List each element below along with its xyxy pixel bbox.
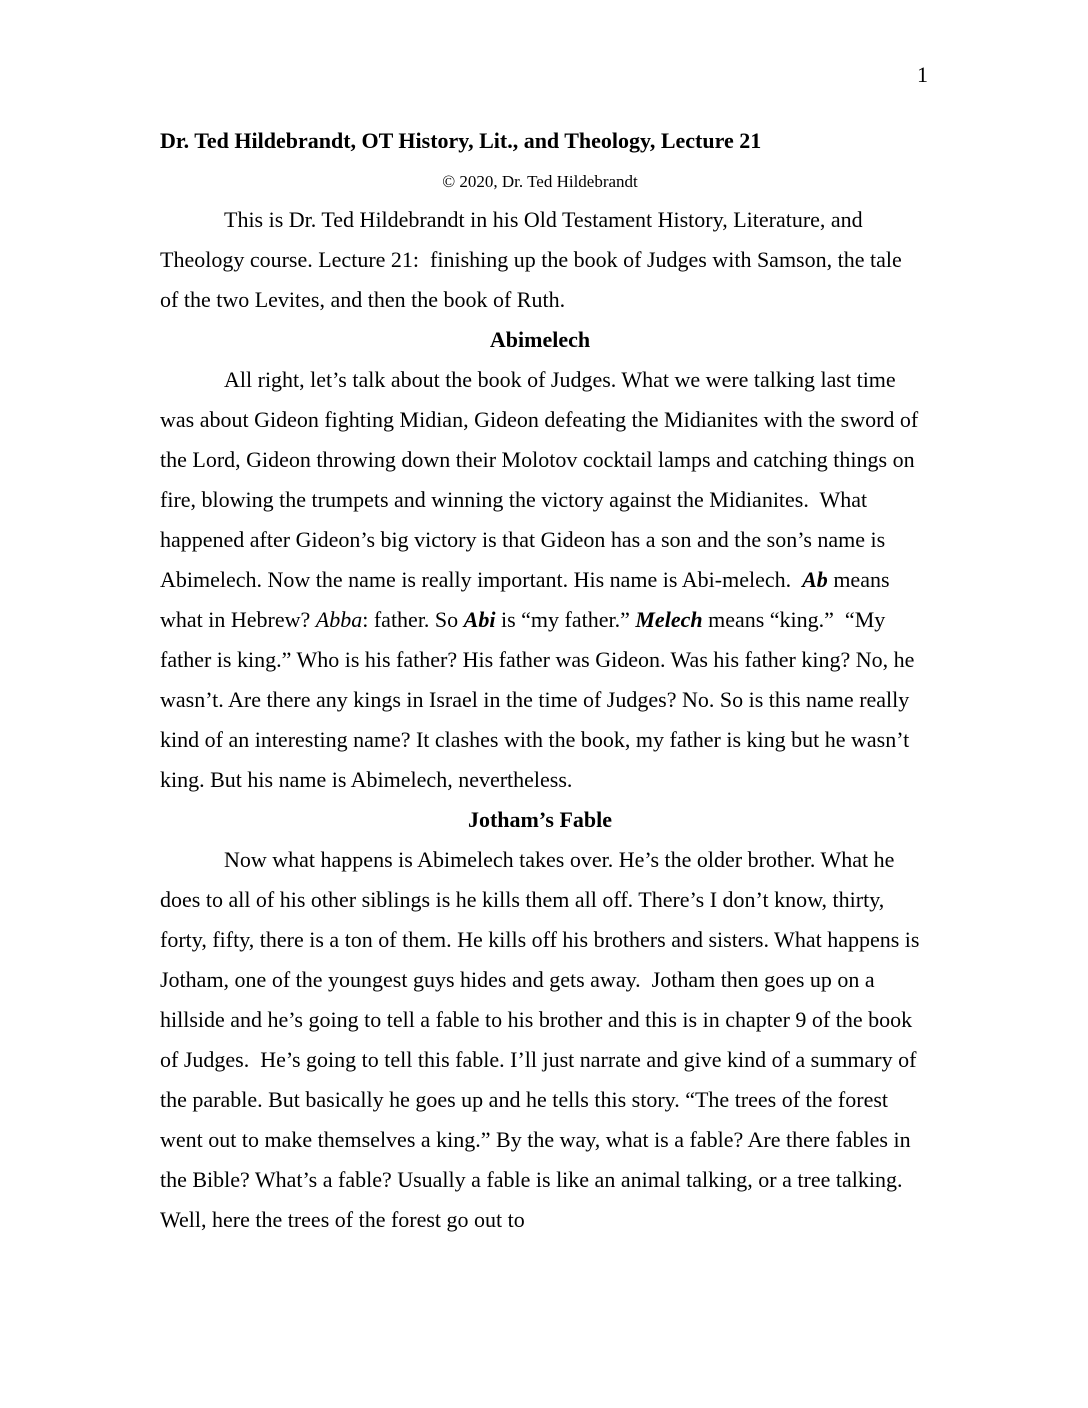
paragraph [160,360,924,800]
page-number: 1 [917,62,928,87]
text-segment: Abi [463,607,496,632]
section-heading: Abimelech [489,327,591,352]
text-segment: Abba [315,607,363,632]
document-body [160,200,925,1240]
copyright-line: © 2020, Dr. Ted Hildebrandt [442,172,638,191]
text-segment: This is Dr. Ted Hildebrandt in his Old Testament History, Literature, and Theology course. Lecture 21: finishing up the book of Judges with Samson, the tale of the two Levites, and then the book of Ruth. [160,207,908,312]
text-segment: is “my father.” [495,607,636,632]
text-segment: Ab [802,567,828,592]
text-segment: All right, let’s talk about the book of Judges. What we were talking last time was about Gideon fighting Midian, Gideon defeating the Midianites with the sword of the Lord, Gideon throwing down their Molotov cocktail lamps and catching things on fire, blowing the trumpets and winning the victory against the Midianites. What happened after Gideon’s big victory is that Gideon has a son and the son’s name is Abimelech. Now the name is really important. His name is Abi-melech. [160,367,924,592]
text-segment: Melech [635,607,703,632]
text-segment: Now what happens is Abimelech takes over. He’s the older brother. What he does to all of his other siblings is he kills them all off. There’s I don’t know, thirty, forty, fifty, there is a ton of them. He kills off his brothers and sisters. What happens is Jotham, one of the youngest guys hides and gets away. Jotham then goes up on a hillside and he’s going to tell a fable to his brother and this is in chapter 9 of the book of Judges. He’s going to tell this fable. I’ll just narrate and give kind of a summary of the parable. But basically he goes up and he tells this story. “The trees of the forest went out to make themselves a king.” By the way, what is a fable? Are there fables in the Bible? What’s a fable? Usually a fable is like an animal talking, or a tree talking. Well, here the trees of the forest go out to [160,847,925,1232]
section-heading: Jotham’s Fable [467,807,612,832]
document-title: Dr. Ted Hildebrandt, OT History, Lit., and Theology, Lecture 21 [160,128,762,153]
text-segment: : father. So [362,607,464,632]
text-segment: means what in Hebrew? [160,567,896,632]
paragraph [160,840,925,1240]
paragraph [160,200,920,320]
text-segment: means “king.” “My father is king.” Who is his father? His father was Gideon. Was his father king? No, he wasn’t. Are there any kings in Israel in the time of Judges? No. So is this name really kind of an interesting name? It clashes with the book, my father is king but he wasn’t king. But his name is Abimelech, nevertheless. [160,607,920,792]
